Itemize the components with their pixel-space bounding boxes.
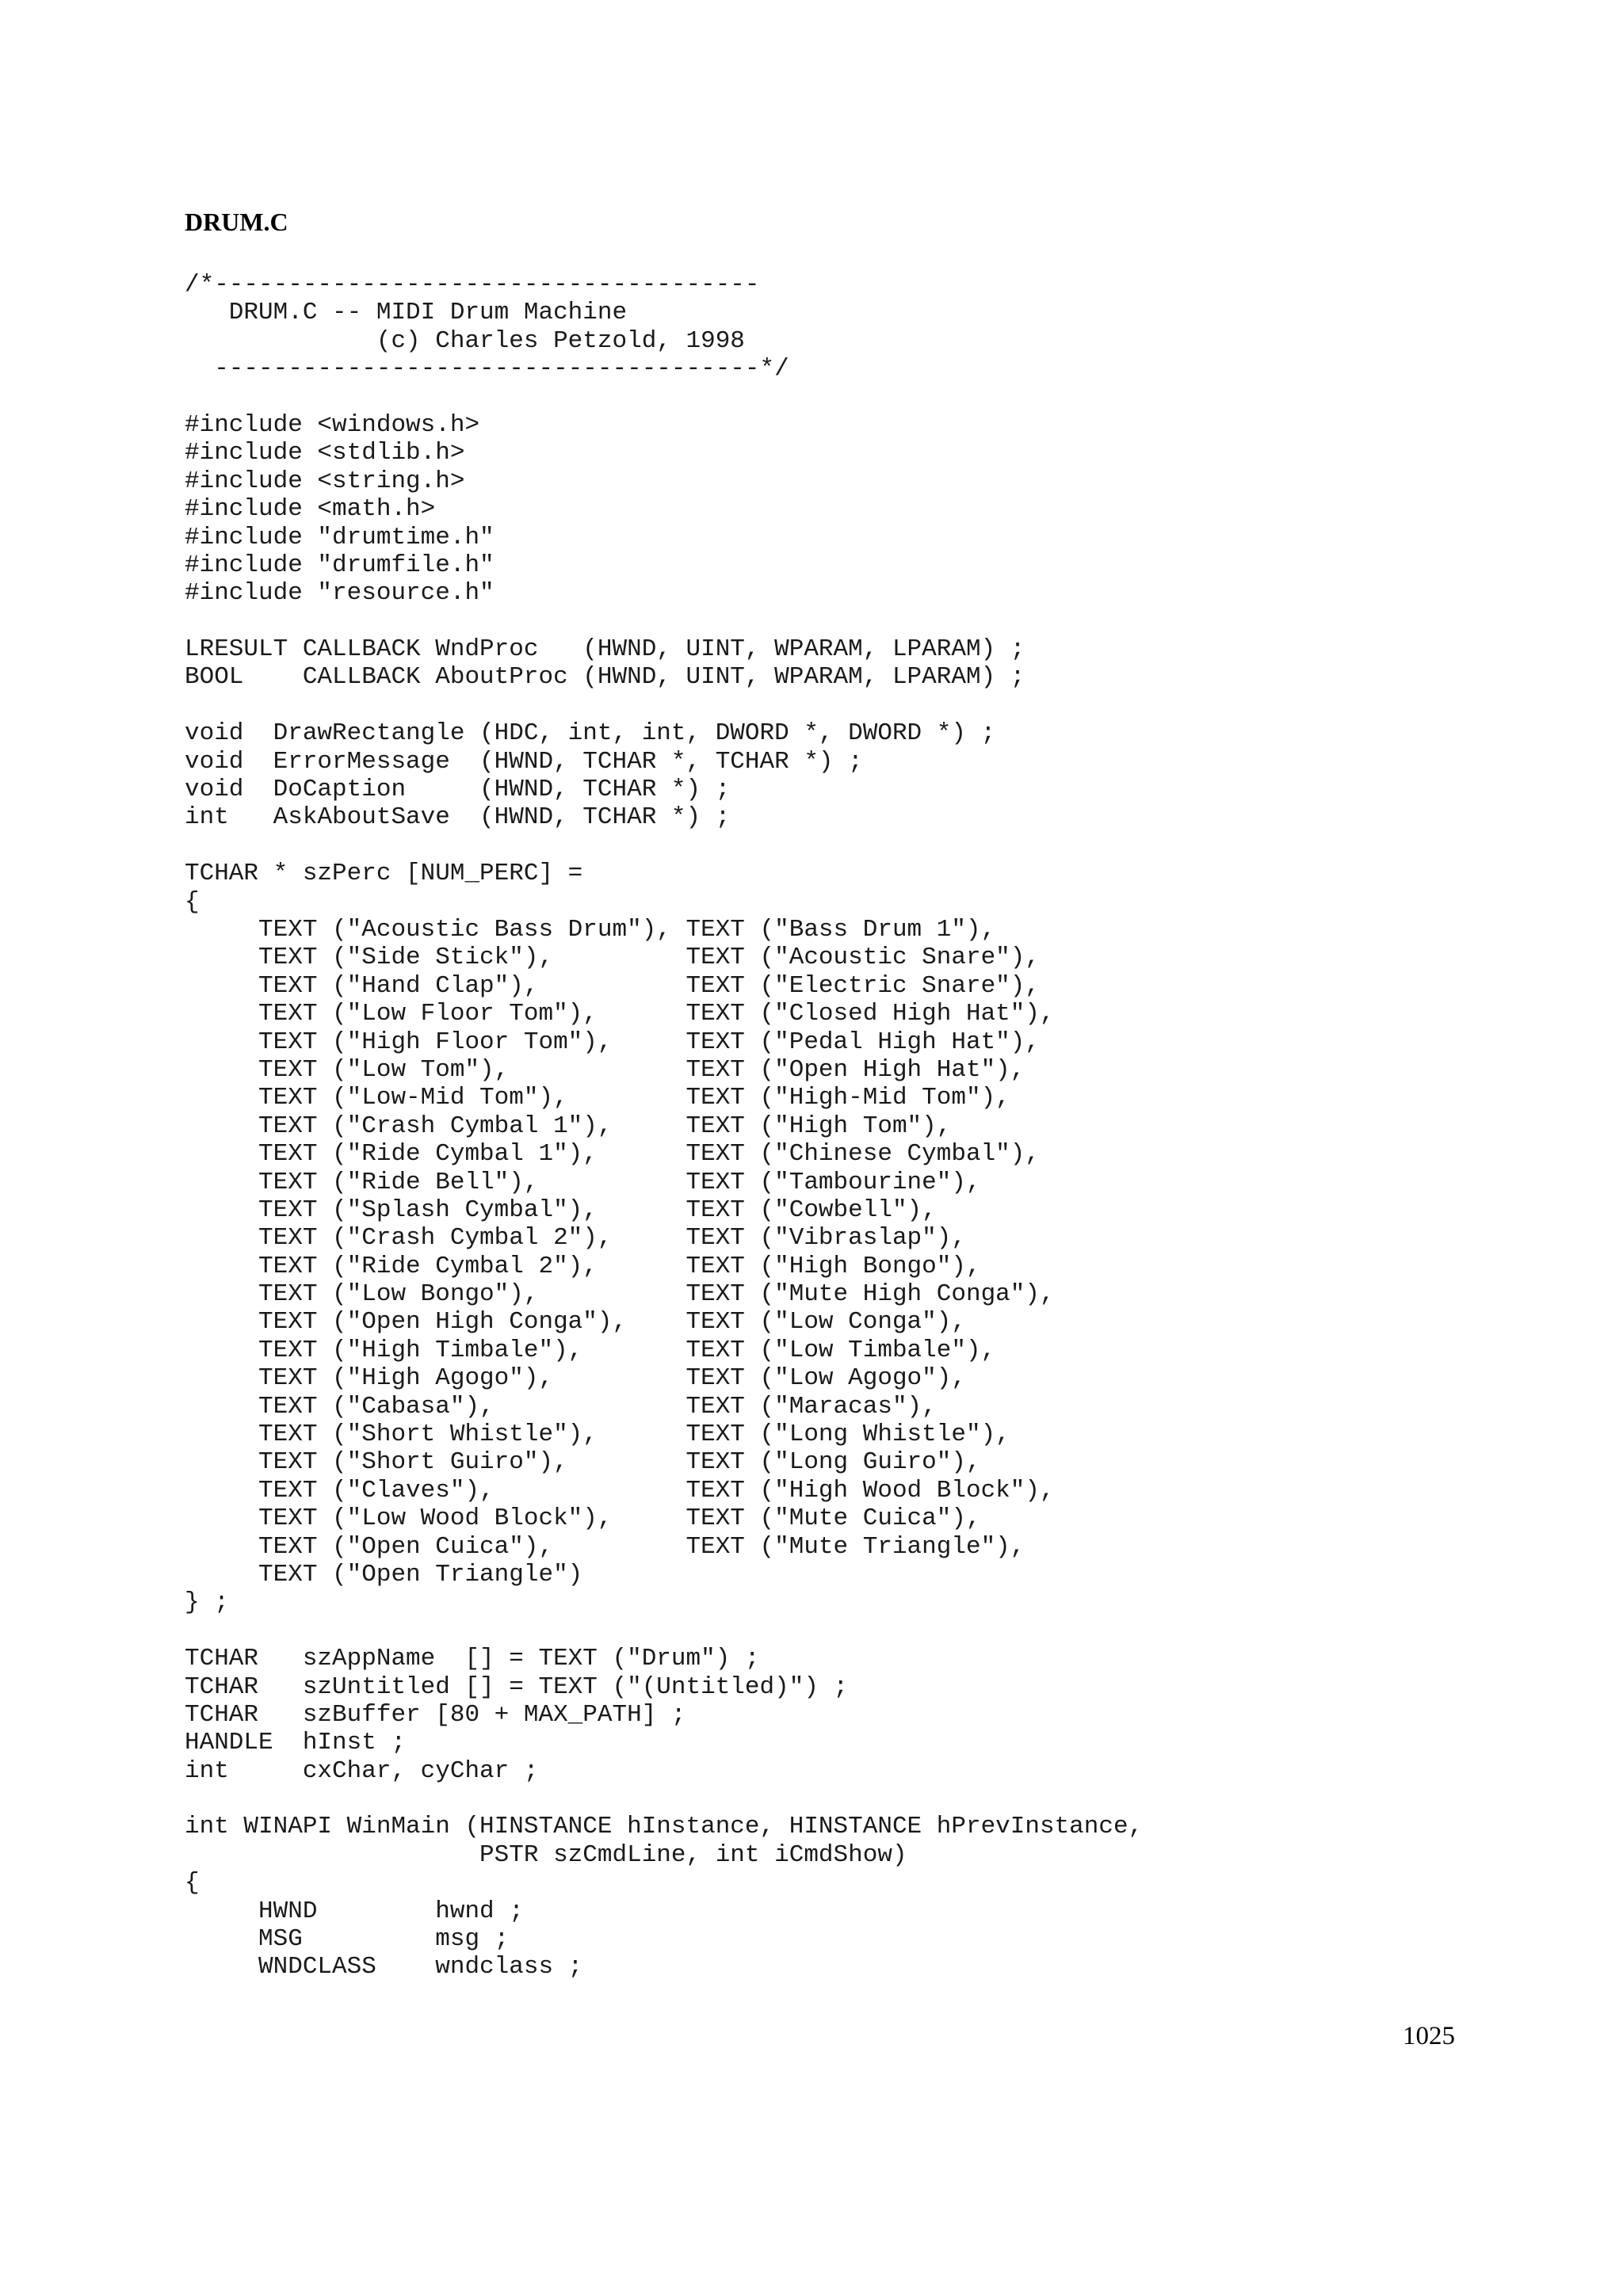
code-line: TEXT ("High Floor Tom"), TEXT ("Pedal High Hat"), [185, 1028, 1040, 1056]
code-line: void ErrorMessage (HWND, TCHAR *, TCHAR *) ; [185, 747, 863, 776]
code-line: TEXT ("Crash Cymbal 1"), TEXT ("High Tom"), [185, 1112, 952, 1140]
code-line [185, 1617, 1143, 1645]
code-line [185, 383, 1143, 411]
code-line: BOOL CALLBACK AboutProc (HWND, UINT, WPARAM, LPARAM) ; [185, 663, 1025, 692]
code-line: int WINAPI WinMain (HINSTANCE hInstance, HINSTANCE hPrevInstance, [185, 1813, 1144, 1841]
code-line: WNDCLASS wndclass ; [185, 1953, 583, 1981]
code-listing [185, 271, 1143, 1981]
code-line: TEXT ("Splash Cymbal"), TEXT ("Cowbell"), [185, 1196, 937, 1224]
code-line: HANDLE hInst ; [185, 1729, 407, 1757]
code-line: #include "resource.h" [185, 579, 495, 608]
code-line: TCHAR * szPerc [NUM_PERC] = [185, 860, 583, 888]
code-line: TEXT ("Side Stick"), TEXT ("Acoustic Snare"), [185, 944, 1040, 972]
code-line: TEXT ("Low Bongo"), TEXT ("Mute High Conga"), [185, 1280, 1055, 1309]
code-line: MSG msg ; [185, 1925, 510, 1954]
code-line: TEXT ("Open High Conga"), TEXT ("Low Conga"), [185, 1308, 966, 1337]
code-line: int AskAboutSave (HWND, TCHAR *) ; [185, 803, 731, 832]
code-line: void DoCaption (HWND, TCHAR *) ; [185, 776, 731, 804]
code-line: /*------------------------------------- [185, 271, 760, 299]
code-line: { [185, 887, 200, 916]
code-line: TEXT ("Ride Cymbal 1"), TEXT ("Chinese Cymbal"), [185, 1140, 1040, 1169]
code-line: TEXT ("Crash Cymbal 2"), TEXT ("Vibraslap"), [185, 1224, 966, 1253]
code-line [185, 608, 1143, 635]
code-line: TEXT ("Ride Bell"), TEXT ("Tambourine"), [185, 1168, 981, 1196]
code-line: TEXT ("Low-Mid Tom"), TEXT ("High-Mid Tom"), [185, 1084, 1010, 1112]
code-line: TCHAR szBuffer [80 + MAX_PATH] ; [185, 1700, 686, 1729]
code-line: #include "drumfile.h" [185, 551, 495, 579]
code-line: int cxChar, cyChar ; [185, 1756, 539, 1785]
code-line: TCHAR szAppName [] = TEXT ("Drum") ; [185, 1645, 760, 1673]
code-line: HWND hwnd ; [185, 1897, 524, 1925]
code-line: } ; [185, 1589, 229, 1617]
code-line: PSTR szCmdLine, int iCmdShow) [185, 1840, 907, 1869]
code-line: TEXT ("Open Triangle") [185, 1560, 583, 1589]
code-line: -------------------------------------*/ [185, 355, 789, 383]
code-line: #include <math.h> [185, 495, 436, 524]
code-line: DRUM.C -- MIDI Drum Machine [185, 299, 628, 327]
code-line [185, 832, 1143, 860]
code-line: #include <windows.h> [185, 410, 480, 439]
code-line: TEXT ("Low Wood Block"), TEXT ("Mute Cuica"), [185, 1505, 981, 1533]
code-line: TEXT ("Open Cuica"), TEXT ("Mute Triangle"), [185, 1532, 1025, 1561]
code-line: TEXT ("High Timbale"), TEXT ("Low Timbale"), [185, 1336, 996, 1364]
code-line: TEXT ("High Agogo"), TEXT ("Low Agogo"), [185, 1364, 966, 1393]
code-line: TEXT ("Hand Clap"), TEXT ("Electric Snare"), [185, 971, 1040, 1000]
code-line: TCHAR szUntitled [] = TEXT ("(Untitled)") ; [185, 1672, 849, 1701]
code-line: TEXT ("Cabasa"), TEXT ("Maracas"), [185, 1392, 937, 1421]
code-line: TEXT ("Short Whistle"), TEXT ("Long Whistle"), [185, 1421, 1010, 1449]
code-line: void DrawRectangle (HDC, int, int, DWORD *, DWORD *) ; [185, 719, 996, 748]
page-title: DRUM.C [185, 208, 288, 236]
code-line: TEXT ("Ride Cymbal 2"), TEXT ("High Bongo"), [185, 1252, 981, 1280]
code-line: #include "drumtime.h" [185, 523, 495, 551]
code-line [185, 1785, 1143, 1813]
code-line: TEXT ("Short Guiro"), TEXT ("Long Guiro"), [185, 1448, 981, 1477]
page-number: 1025 [1403, 2022, 1455, 2050]
code-line: TEXT ("Low Floor Tom"), TEXT ("Closed High Hat"), [185, 1000, 1055, 1028]
code-line: LRESULT CALLBACK WndProc (HWND, UINT, WPARAM, LPARAM) ; [185, 635, 1025, 664]
code-line: (c) Charles Petzold, 1998 [185, 326, 745, 355]
code-line: { [185, 1869, 200, 1897]
code-line: #include <stdlib.h> [185, 439, 465, 467]
code-line [185, 692, 1143, 719]
code-line: TEXT ("Low Tom"), TEXT ("Open High Hat"), [185, 1055, 1025, 1084]
code-line: TEXT ("Acoustic Bass Drum"), TEXT ("Bass Drum 1"), [185, 915, 996, 944]
code-line: #include <string.h> [185, 467, 465, 495]
code-line: TEXT ("Claves"), TEXT ("High Wood Block"), [185, 1476, 1055, 1505]
